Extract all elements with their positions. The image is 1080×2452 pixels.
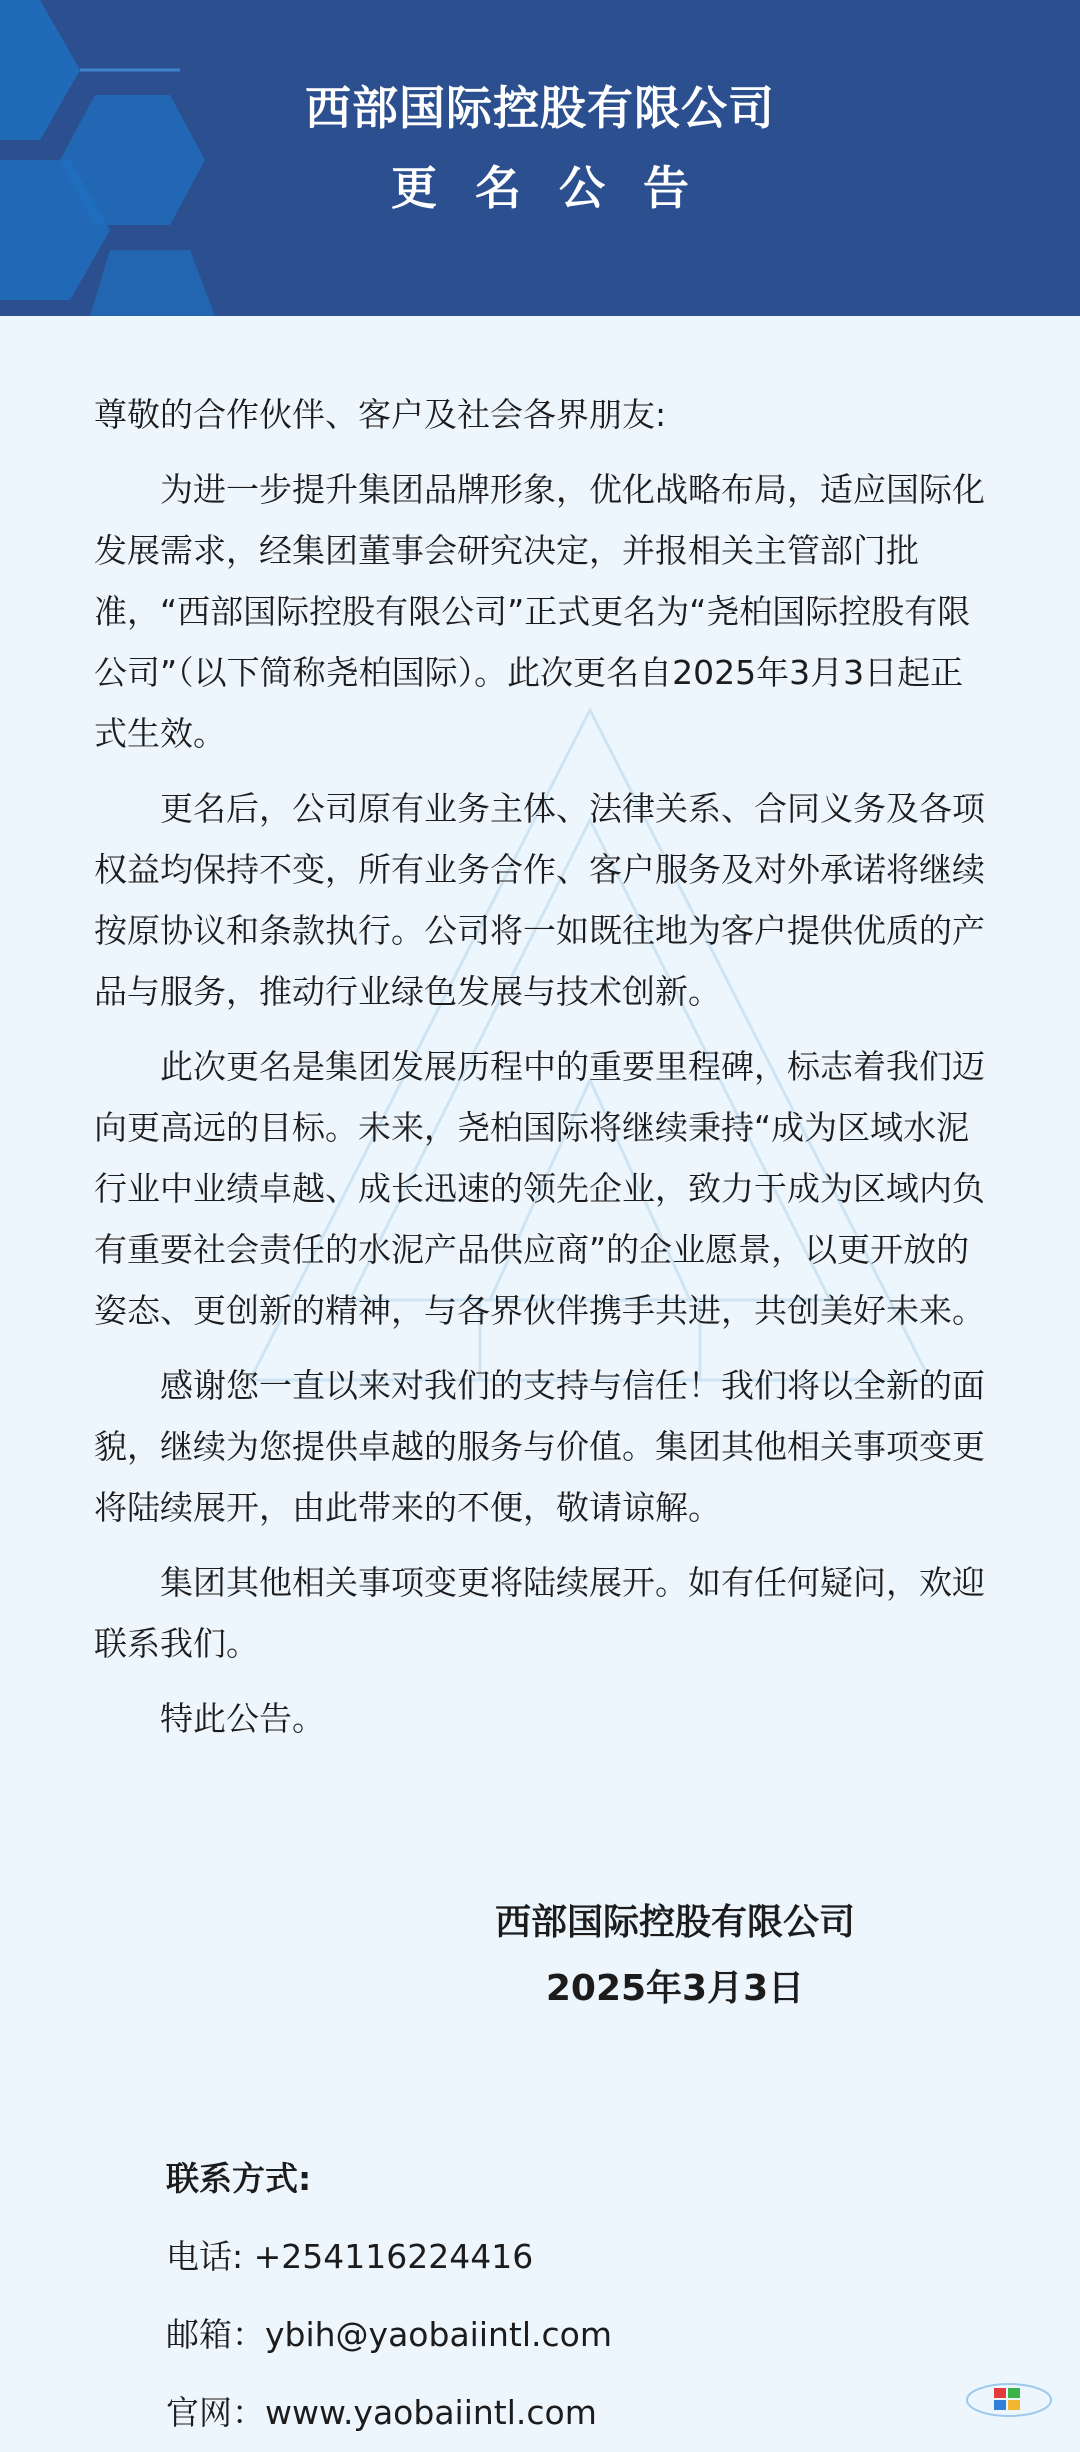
contact-email: 邮箱：ybih@yaobaiintl.com (166, 2315, 612, 2354)
announcement-body (94, 384, 990, 1749)
corner-logo-icon (964, 2380, 1054, 2428)
page-subtitle: 更名公告 (391, 161, 727, 215)
page-title: 西部国际控股有限公司 (305, 81, 775, 135)
paragraph-1: 为进一步提升集团品牌形象，优化战略布局，适应国际化发展需求，经集团董事会研究决定，并报相关主管部门批准，“西部国际控股有限公司”正式更名为“尧柏国际控股有限公司”（以下简称尧柏国际）。此次更名自2025年3月3日起正式生效。 (94, 470, 985, 753)
header-banner (0, 0, 1080, 316)
closing-line: 特此公告。 (160, 1699, 325, 1738)
paragraph-4: 感谢您一直以来对我们的支持与信任！我们将以全新的面貌，继续为您提供卓越的服务与价值。集团其他相关事项变更将陆续展开，由此带来的不便，敬请谅解。 (94, 1366, 985, 1527)
signature-company: 西部国际控股有限公司 (494, 1902, 855, 1943)
contact-section (166, 2140, 612, 2452)
greeting: 尊敬的合作伙伴、客户及社会各界朋友: (94, 395, 667, 434)
contact-heading: 联系方式: (166, 2159, 312, 2198)
signature-date: 2025年3月3日 (545, 1968, 805, 2009)
contact-phone: 电话: +254116224416 (166, 2237, 534, 2276)
signature-block (0, 1890, 1080, 2022)
paragraph-2: 更名后，公司原有业务主体、法律关系、合同义务及各项权益均保持不变，所有业务合作、客户服务及对外承诺将继续按原协议和条款执行。公司将一如既往地为客户提供优质的产品与服务，推动行业绿色发展与技术创新。 (94, 789, 985, 1011)
paragraph-3: 此次更名是集团发展历程中的重要里程碑，标志着我们迈向更高远的目标。未来，尧柏国际将继续秉持“成为区域水泥行业中业绩卓越、成长迅速的领先企业，致力于成为区域内负有重要社会责任的水泥产品供应商”的企业愿景，以更开放的姿态、更创新的精神，与各界伙伴携手共进，共创美好未来。 (94, 1047, 985, 1330)
contact-website: 官网：www.yaobaiintl.com (166, 2393, 597, 2432)
paragraph-5: 集团其他相关事项变更将陆续展开。如有任何疑问，欢迎联系我们。 (94, 1563, 985, 1663)
